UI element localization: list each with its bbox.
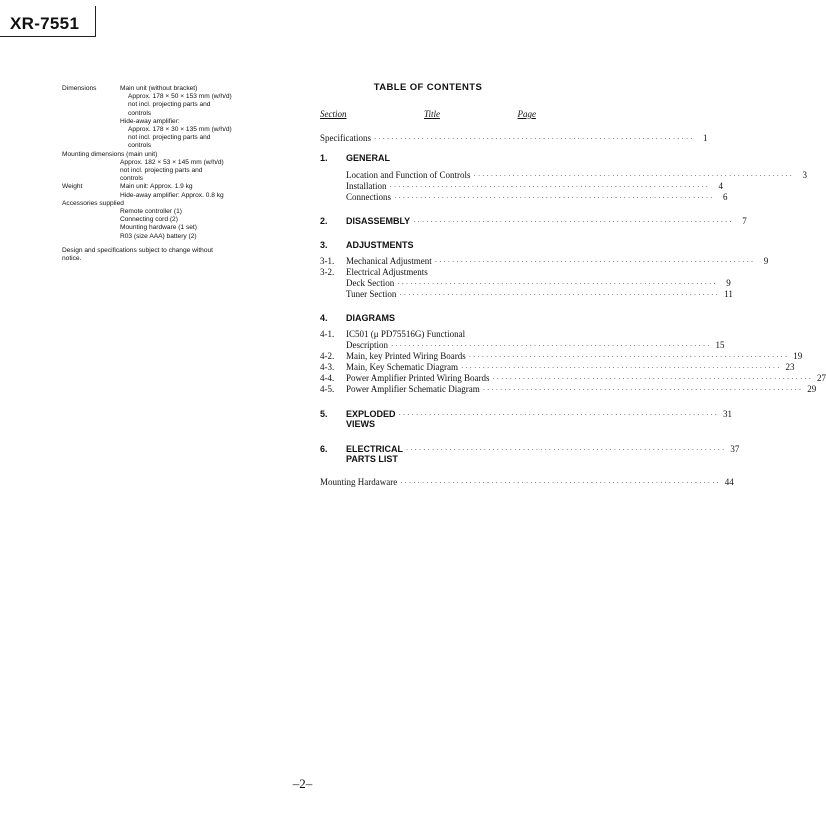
spec-value: not incl. projecting parts and — [128, 134, 211, 142]
toc-entry-mounting-hardware[interactable] — [320, 477, 734, 487]
dot-leader: ·········································································· — [405, 446, 727, 454]
dot-leader: ·········································································· — [399, 291, 720, 299]
toc-entry[interactable] — [320, 340, 725, 350]
toc-entry-page: 31 — [723, 409, 733, 419]
dot-leader: ·········································································· — [460, 364, 782, 372]
section-number: 4-4. — [320, 373, 335, 383]
chapter-title: DIAGRAMS — [346, 313, 395, 323]
toc-entry-title: Installation — [346, 181, 387, 191]
section-number: 4-3. — [320, 362, 335, 372]
dot-leader: ·········································································· — [391, 342, 712, 350]
toc-entry-page: 37 — [730, 444, 740, 454]
dot-leader: ·········································································· — [397, 280, 718, 288]
toc-entry-page: 6 — [723, 192, 728, 202]
toc-entry-page: 15 — [715, 340, 725, 350]
toc-entry-title: Power Amplifier Printed Wiring Boards — [346, 373, 490, 383]
chapter-number: 3. — [320, 240, 328, 250]
toc-column-headers — [320, 109, 536, 121]
section-number: 4-2. — [320, 351, 335, 361]
toc-entry-title: Description — [346, 340, 388, 350]
spec-value: controls — [120, 175, 144, 183]
spec-label: Accessories supplied — [62, 199, 124, 207]
spec-value: controls — [128, 142, 152, 150]
toc-chapter-disassembly[interactable] — [320, 216, 747, 226]
dot-leader: ·········································································· — [468, 353, 790, 361]
dot-leader: ·········································································· — [394, 194, 715, 202]
toc-entry-page: 19 — [793, 351, 803, 361]
toc-entry-title: Tuner Section — [346, 289, 397, 299]
toc-entry[interactable] — [320, 267, 536, 277]
toc-entry[interactable] — [320, 192, 728, 202]
spec-label: Mounting dimensions (main unit) — [62, 150, 158, 158]
toc-entry[interactable] — [320, 373, 826, 383]
toc-title: TABLE OF CONTENTS — [373, 82, 483, 93]
col-title-header: Title — [424, 109, 441, 119]
chapter-title: EXPLODED VIEWS — [346, 409, 396, 429]
dot-leader: ·········································································· — [413, 218, 734, 226]
toc-chapter-electrical-parts-list[interactable] — [320, 444, 740, 464]
toc-entry-page: 44 — [724, 477, 734, 487]
dot-leader: ·········································································· — [492, 375, 813, 383]
toc-entry-page: 9 — [763, 256, 769, 266]
toc-entry-page: 11 — [724, 289, 733, 299]
specifications-block — [62, 85, 272, 263]
chapter-number: 4. — [320, 313, 328, 323]
section-number: 3-2. — [320, 267, 335, 277]
dot-leader: ·········································································· — [434, 258, 756, 266]
dot-leader: ·········································································· — [482, 386, 804, 394]
spec-value: Hide-away amplifier: — [120, 117, 180, 125]
toc-entry-page: 1 — [703, 133, 708, 143]
toc-entry-title: Main, Key Schematic Diagram — [346, 362, 458, 372]
spec-value: Main unit: Approx. 1.9 kg — [120, 183, 193, 191]
toc-entry[interactable] — [320, 289, 733, 299]
toc-entry[interactable] — [320, 278, 731, 288]
toc-entry-title: IC501 (μ PD75516G) Functional — [346, 329, 466, 339]
model-number: XR-7551 — [10, 14, 80, 33]
toc-entry-page: 7 — [742, 216, 747, 226]
table-of-contents — [320, 82, 826, 487]
chapter-title: DISASSEMBLY — [346, 216, 411, 226]
toc-entry-title: Electrical Adjustments — [346, 267, 428, 277]
toc-entry-page: 3 — [802, 170, 807, 180]
toc-entry-page: 23 — [785, 362, 795, 372]
section-number: 4-5. — [320, 384, 335, 394]
toc-entry-page: 9 — [726, 278, 731, 288]
toc-entry-title: Connections — [346, 192, 391, 202]
chapter-number: 2. — [320, 216, 328, 226]
spec-value: controls — [128, 109, 152, 117]
chapter-title: ADJUSTMENTS — [346, 240, 414, 250]
toc-chapter-adjustments[interactable] — [320, 240, 536, 250]
spec-value: Hide-away amplifier: Approx. 0.8 kg — [120, 191, 224, 199]
toc-entry-page: 29 — [807, 384, 817, 394]
toc-entry-page: 27 — [816, 373, 826, 383]
toc-entry-title: Specifications — [320, 133, 371, 143]
dot-leader: ·········································································· — [374, 135, 695, 143]
toc-entry[interactable] — [320, 256, 769, 266]
spec-value: R03 (size AAA) battery (2) — [120, 232, 197, 240]
spec-value: Mounting hardware (1 set) — [120, 224, 197, 232]
chapter-number: 1. — [320, 153, 328, 163]
toc-entry[interactable] — [320, 351, 803, 361]
header-rule-horizontal — [0, 36, 95, 37]
chapter-title: ELECTRICAL PARTS LIST — [346, 444, 403, 464]
spec-weight — [62, 183, 272, 191]
toc-entry[interactable] — [320, 362, 795, 372]
spec-dimensions — [62, 85, 272, 93]
section-number: 4-1. — [320, 329, 335, 339]
dot-leader: ·········································································· — [473, 172, 794, 180]
spec-value: Approx. 178 × 50 × 153 mm (w/h/d) — [128, 93, 232, 101]
header-rule-vertical — [95, 6, 96, 37]
chapter-number: 6. — [320, 444, 328, 454]
dot-leader: ·········································································· — [400, 479, 721, 487]
spec-note: notice. — [62, 255, 82, 263]
toc-entry-title: Main, key Printed Wiring Boards — [346, 351, 466, 361]
toc-entry[interactable] — [320, 384, 817, 394]
dot-leader: ·········································································· — [398, 411, 720, 419]
toc-entry-title: Mechanical Adjustment — [346, 256, 432, 266]
spec-value: Remote controller (1) — [120, 208, 182, 216]
spec-value: not incl. projecting parts and — [120, 167, 203, 175]
spec-label: Dimensions — [62, 85, 97, 92]
toc-entry-specifications[interactable] — [320, 133, 708, 143]
toc-entry-title: Deck Section — [346, 278, 395, 288]
toc-entry-title: Mounting Hardaware — [320, 477, 398, 487]
toc-chapter-diagrams[interactable] — [320, 313, 536, 323]
spec-value: not incl. projecting parts and — [128, 101, 211, 109]
spec-value: Approx. 182 × 53 × 145 mm (w/h/d) — [120, 158, 224, 166]
toc-entry[interactable] — [320, 181, 723, 191]
col-page-header: Page — [517, 109, 536, 119]
section-number: 3-1. — [320, 256, 335, 266]
toc-entry-title: Power Amplifier Schematic Diagram — [346, 384, 480, 394]
spec-value: Main unit (without bracket) — [120, 85, 198, 92]
page-number: –2– — [292, 776, 313, 791]
chapter-title: GENERAL — [346, 153, 391, 163]
spec-note: Design and specifications subject to change without — [62, 246, 214, 254]
toc-entry[interactable] — [320, 170, 807, 180]
toc-chapter-general[interactable] — [320, 153, 536, 163]
spec-label: Weight — [62, 183, 83, 191]
toc-entry-page: 4 — [718, 181, 723, 191]
chapter-number: 5. — [320, 409, 328, 419]
toc-chapter-exploded-views[interactable] — [320, 409, 733, 429]
spec-value: Connecting cord (2) — [120, 216, 178, 224]
dot-leader: ·········································································· — [389, 183, 710, 191]
toc-entry-title: Location and Function of Controls — [346, 170, 471, 180]
toc-entry[interactable] — [320, 329, 536, 339]
col-section-header: Section — [320, 109, 347, 119]
spec-value: Approx. 178 × 30 × 135 mm (w/h/d) — [128, 126, 232, 134]
